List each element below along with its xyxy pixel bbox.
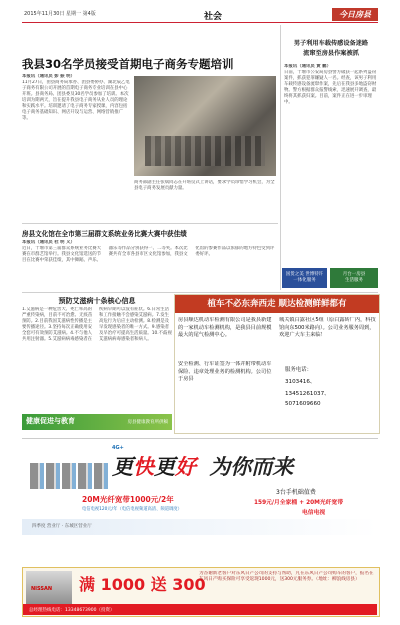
plan2-c: 电信电视	[302, 510, 326, 516]
article1-caption: 商务部副主任张斌同志在开班仪式上讲话，要求学员珍惜学习机会，为全县电子商务发展贡献力量。	[134, 180, 275, 191]
ad-tag-line1: 月台一房县	[342, 272, 366, 277]
slogan-part-a: 更	[112, 455, 133, 479]
car-contact-bar	[23, 604, 377, 615]
health-banner-sub: 房县健康教育所供稿	[127, 420, 168, 425]
car-promo: 满 1000 送 300	[79, 575, 206, 594]
slogan-part-d: 好	[175, 455, 196, 479]
date-line: 2015年11月30日 星期一 第4版	[24, 11, 96, 17]
plan1-sub: 电信电视120元/年（电信电视频道高清、频道调度）	[82, 507, 182, 512]
ad-red-services: 安全检测、行车证签为一体并附带机动车保险、违章处理业务的检测机构。公司位于房县	[178, 361, 272, 383]
ad-box-center	[282, 268, 327, 288]
article1-title: 我县30名学员接受首期电子商务专题培训	[22, 57, 234, 71]
ad-red-phone-3: 5071609660	[285, 401, 321, 407]
slogan-part-e: 为你而来	[209, 455, 294, 479]
article1-body: 11月27日，由县商务局承办、团县委协办、湖北辰乙电子商务有限公司开展的首期电子商务专业培训在县中心开班。县商务局、团县委及30名学员参加了培训。本次培训为期两天，旨在提升我县电子商务从业人员的理论和实践水平。培训邀请了电子商务专家授课，内容包括电子商务基础知识、网店开设与运营、网络营销推广等。	[22, 80, 130, 121]
telecom-footer: 四季度 营业厅 · 东城区营业厅	[32, 524, 92, 529]
section-title: 社会	[204, 12, 223, 22]
plan1-title: 20M光纤宽带1000元/2年	[82, 495, 174, 504]
ad-tag-line2: 生活服务	[345, 278, 363, 283]
article2-body: 日前，十堰市公安局房县警方破获一起系列盗窃案件，抓获犯罪嫌疑人一名。经查，该男子利用车载传感设备流窜作案，先后在我县多地盗窃财物。警方根据群众报警线索，迅速展开调查，最终将其抓获归案。目前，案件正在进一步审理中。	[284, 70, 377, 105]
slogan-part-b: 快	[133, 455, 154, 479]
ad-telecom	[22, 438, 378, 564]
phones-strip	[30, 463, 108, 489]
car-contact: 总经理热线电话：13348673900（投资）	[29, 608, 115, 613]
article4-title: 预防艾滋病十条核心信息	[58, 297, 136, 305]
article1-byline: 本报讯（通讯员 彭 振 明）	[22, 74, 75, 79]
telecom-slogan	[112, 451, 293, 481]
header-bar	[22, 8, 378, 23]
ad-center-line2: 一体化服务	[293, 278, 316, 283]
ad-red-phone-2: 13451261037、	[285, 391, 330, 397]
ad-red-col1: 房县顺达机动车检测有限公司是我县新建的一家机动车检测机构，是我县目前规模最大的尾气检测中心。	[178, 317, 272, 339]
telecom-footer-strip	[22, 519, 378, 535]
article4-body: 1.艾滋病是一种危害大、死亡率高的严重传染病，目前不可治愈、无疫苗预防。2.目前我国艾滋病性传播是主要传播途径。3.坚持每次正确使用安全套可有效预防艾滋病。4.不与他人共用注射器。5.艾滋病病毒感染者在疾病早期可以没有症状。6.日常生活和工作接触不会感染艾滋病。7.发生高危行为后应主动检测。8.检测是及早发现感染者的唯一方式。9.感染者及早治疗可提高生活质量。10.不歧视艾滋病病毒感染者和病人。	[22, 307, 172, 342]
health-banner-title: 健康促进与教育	[26, 417, 75, 425]
article2-byline: 本报讯（通讯员 黄 鹏）	[284, 64, 331, 69]
ad-car	[22, 567, 380, 617]
article2-title	[284, 39, 378, 59]
slogan-part-c: 更	[154, 455, 175, 479]
plan2-b: 159元/月全家桶 + 20M光纤宽带	[254, 500, 344, 506]
ad-red-headline: 植车不必东奔西走 顺达检测鲜鲜都有	[175, 295, 379, 313]
health-banner	[22, 414, 172, 430]
logo: 今日房县	[332, 8, 378, 21]
telecom-badge: 4G+	[112, 445, 124, 451]
article2-title-line2: 流窜至房县作案被抓	[303, 50, 359, 57]
article3-title: 房县文化馆在全市第三届群文系统业务比赛大赛中获佳绩	[22, 230, 187, 238]
nissan-brand: NISSAN	[31, 586, 53, 592]
article3-body: 近日，十堰市第三届群众系统业务比赛大赛在市群艺馆举行。我县文化馆选送的节目在比赛中荣获佳绩，其中舞蹈、声乐、器乐等作品分别获得一、二等奖。本次比赛共有全市各县市区文化馆参加，我县文化馆的参赛作品以浓郁的地方特色受到评委好评。	[22, 246, 275, 263]
ad-center-line1: 国货之美 世博特许	[285, 272, 324, 277]
ad-red	[174, 294, 380, 434]
car-text: 为答谢新老客户对东风日产公司的支持与帮助，凡在东风日产公司购车的客户，报名在东风日产购买保险可享受返现1000元，送300元服务券。（地址：柳浪线房县）	[199, 571, 374, 583]
ad-red-col2: 城关镇白露社区5组（原白露砖厂内，科技馆向东500米路向）。公司业务服务周到，欢迎广大车主来临！	[279, 317, 376, 339]
training-photo	[134, 76, 276, 176]
plan2-a: 3台手机础值费	[276, 489, 316, 496]
ad-box-tag	[330, 268, 378, 288]
article2-title-line1: 男子利用车载传感设备迷路	[293, 40, 369, 47]
ad-red-phone-1: 3103416、	[285, 379, 316, 385]
ad-red-phone-label: 服务电话：	[285, 367, 312, 373]
article3-byline: 本报讯（通讯员 杜 明 义）	[22, 240, 75, 245]
